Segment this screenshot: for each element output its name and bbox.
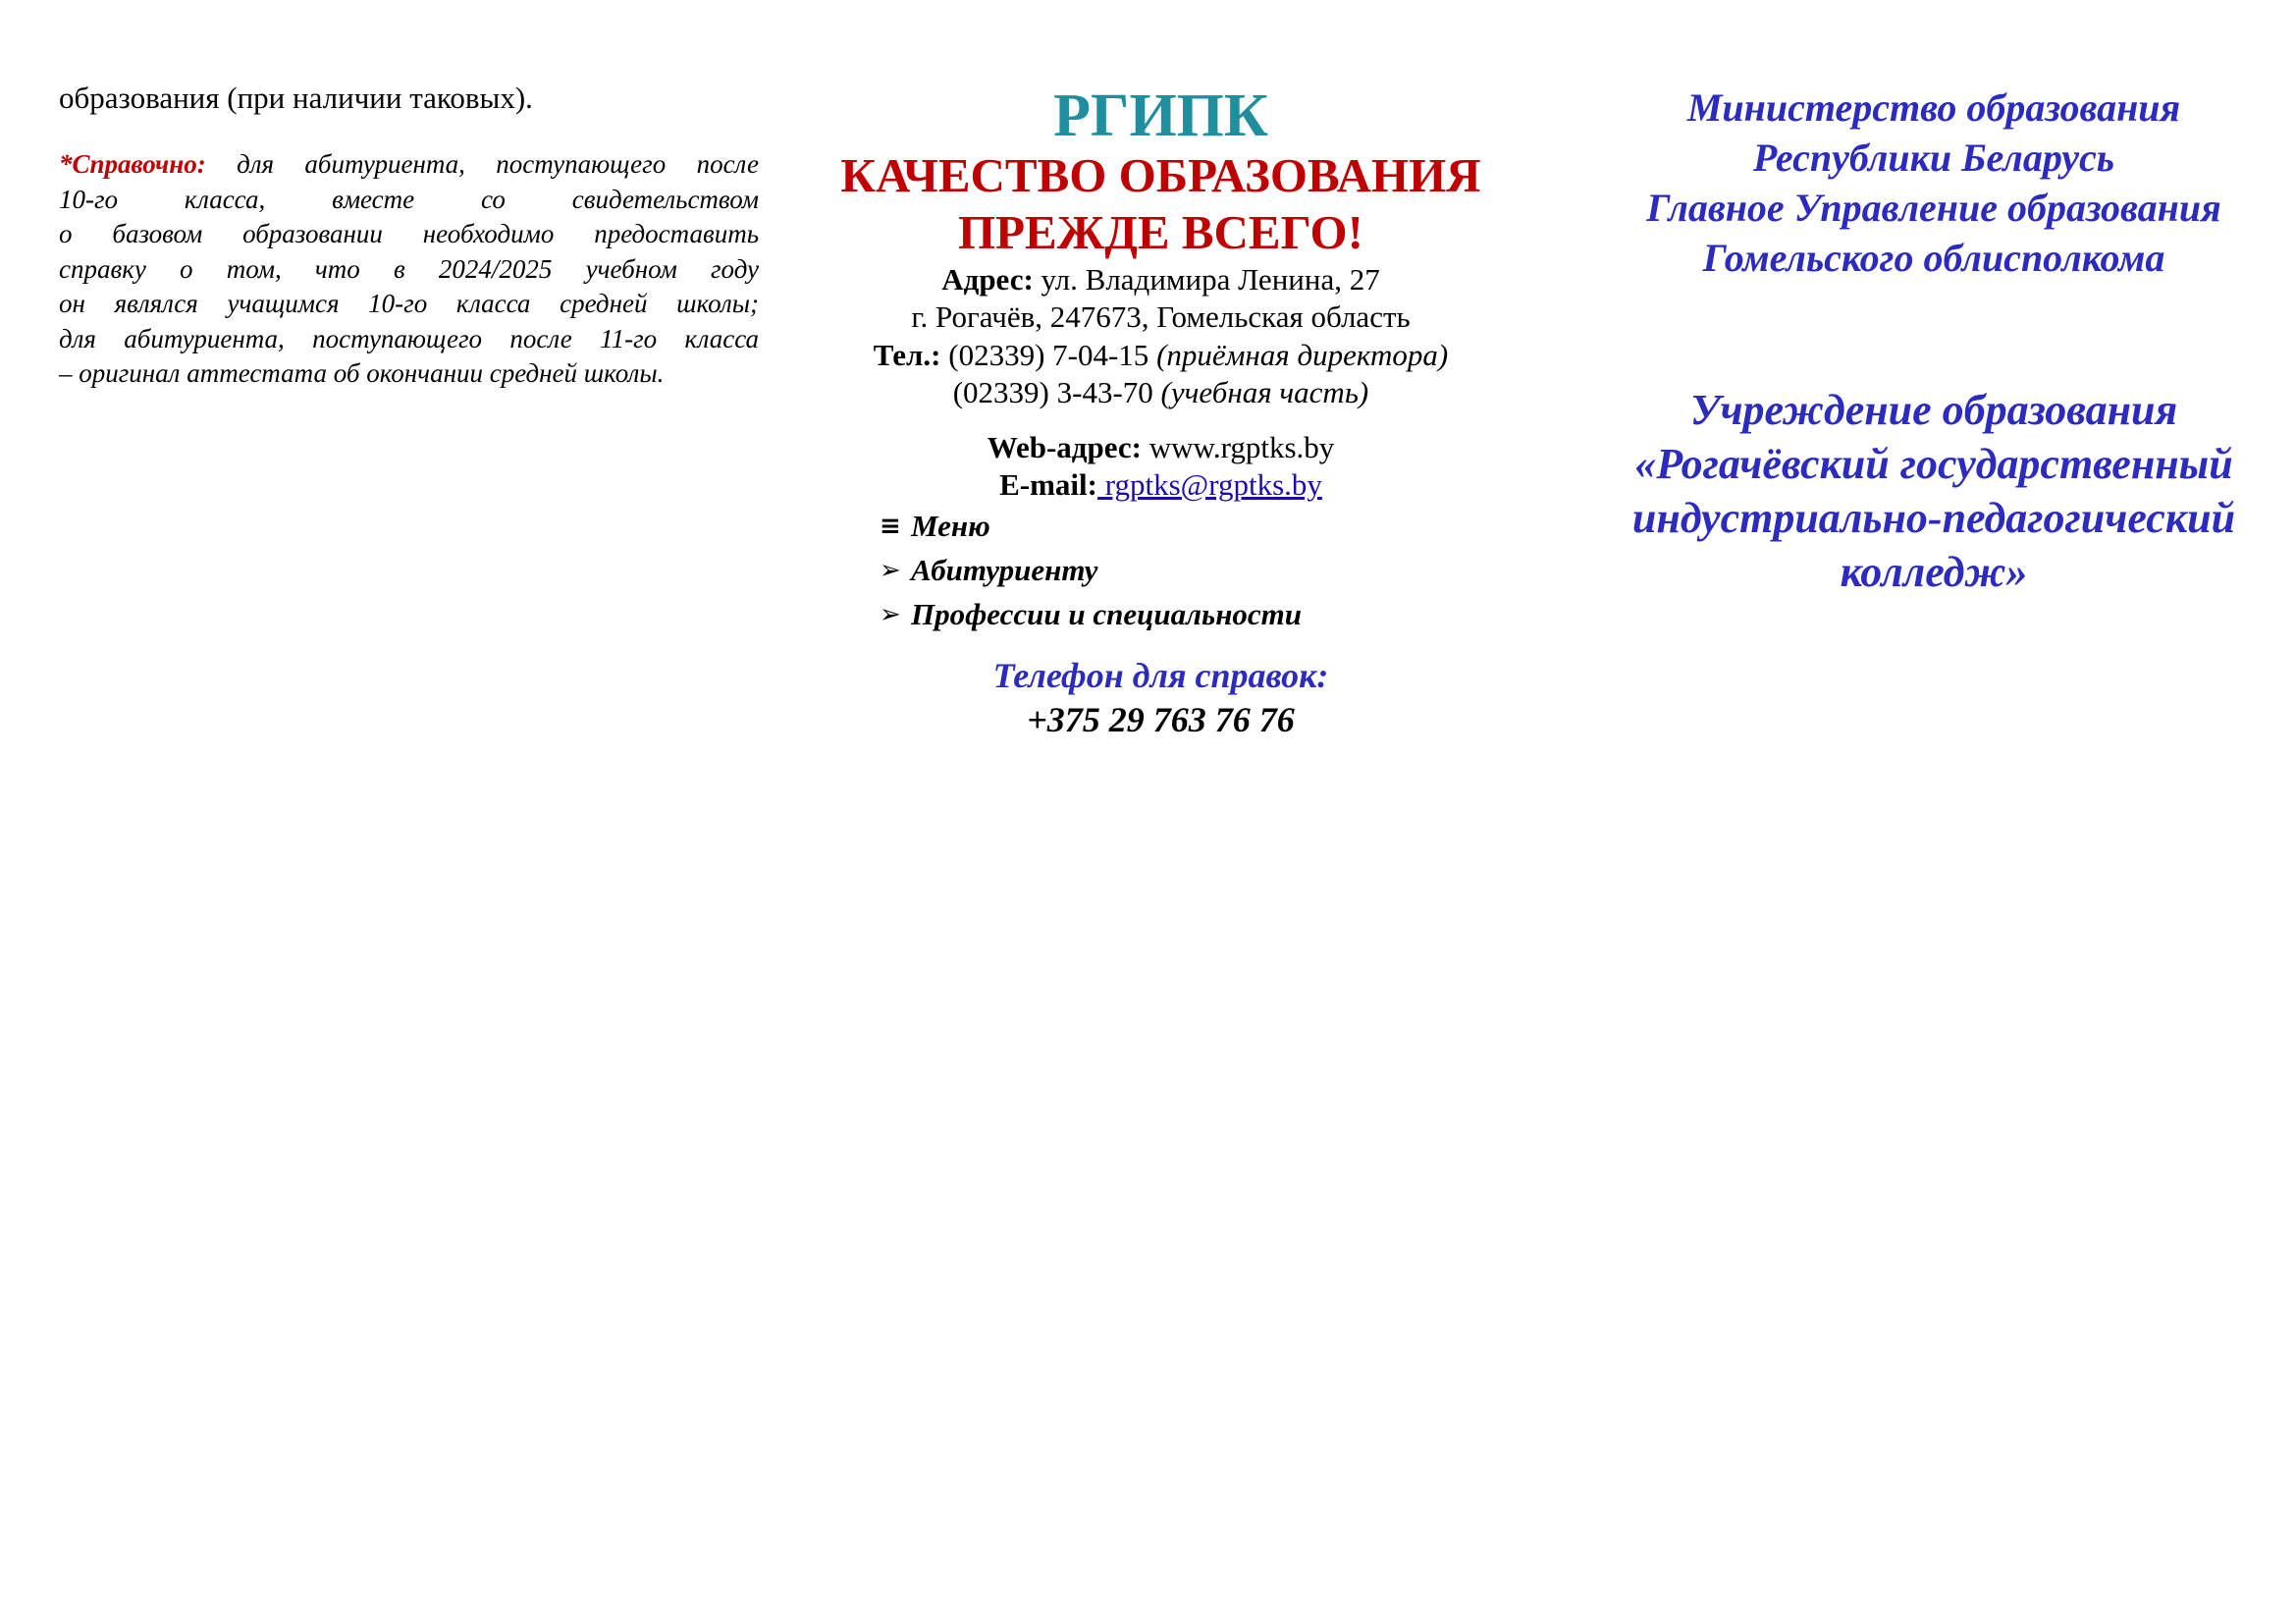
phone-line-1: Тел.: (02339) 7-04-15 (приёмная директора) [873, 338, 1449, 372]
web-url: www.rgptks.by [1141, 430, 1335, 464]
menu-item-applicants: ➢ Абитуриенту [880, 552, 1098, 587]
address-label: Адрес: [941, 262, 1034, 297]
institution-line-2: «Рогачёвский государственный [1634, 440, 2233, 488]
arrow-right-icon: ➢ [880, 555, 901, 585]
ministry-line-1: Министерство образования [1686, 85, 2181, 130]
note-line-4: справку о том, что в 2024/2025 учебном году [59, 253, 759, 284]
help-phone-label: Телефон для справок: [992, 656, 1329, 695]
note-line-5: он являлся учащимся 10-го класса средней школы; [59, 289, 759, 318]
note-line-2: 10-го класса, вместе со свидетельством [59, 184, 759, 214]
note-line-3: о базовом образовании необходимо предоставить [59, 219, 759, 248]
ministry-line-4: Гомельского облисполкома [1702, 236, 2165, 280]
phone-line-2: (02339) 3-43-70 (учебная часть) [952, 375, 1369, 409]
institution-line-4: колледж» [1840, 548, 2028, 596]
slogan-line-1: КАЧЕСТВО ОБРАЗОВАНИЯ [840, 148, 1481, 202]
institution-line-1: Учреждение образования [1689, 386, 2178, 434]
web-address [815, 429, 1507, 466]
menu-item-menu: ≡ Меню [880, 508, 990, 543]
institution-name [1595, 383, 2272, 599]
tel-label: Тел.: [873, 338, 941, 372]
slogan [815, 147, 1507, 261]
ministry-heading [1595, 82, 2272, 283]
email-row [815, 466, 1507, 504]
site-menu-path [880, 504, 1488, 636]
note-line-1: *Справочно: для абитуриента, поступающего после [59, 149, 759, 179]
ministry-line-2: Республики Беларусь [1752, 135, 2115, 180]
institution-line-3: индустриально-педагогический [1631, 494, 2236, 542]
reference-note [59, 147, 759, 392]
note-line-7: – оригинал аттестата об окончании средней школы. [59, 358, 665, 388]
email-label: E-mail: [999, 467, 1097, 502]
ministry-line-3: Главное Управление образования [1646, 186, 2221, 230]
college-abbreviation: РГИПК [1053, 82, 1268, 149]
note-label: *Справочно: [59, 149, 206, 179]
slogan-line-2: ПРЕЖДЕ ВСЕГО! [958, 205, 1363, 259]
help-phone-number: +375 29 763 76 76 [1027, 700, 1295, 739]
arrow-right-icon: ➢ [880, 599, 901, 629]
menu-item-professions: ➢ Профессии и специальности [880, 596, 1303, 631]
email-link[interactable]: rgptks@rgptks.by [1096, 467, 1322, 502]
web-label: Web-адрес: [987, 430, 1142, 464]
address-line-2: г. Рогачёв, 247673, Гомельская область [911, 299, 1411, 334]
note-line-6: для абитуриента, поступающего после 11-го класса [59, 323, 759, 353]
address-line-1: Адрес: ул. Владимира Ленина, 27 [941, 262, 1380, 297]
hamburger-icon: ≡ [880, 511, 901, 541]
continued-text: образования (при наличии таковых). [59, 81, 533, 115]
